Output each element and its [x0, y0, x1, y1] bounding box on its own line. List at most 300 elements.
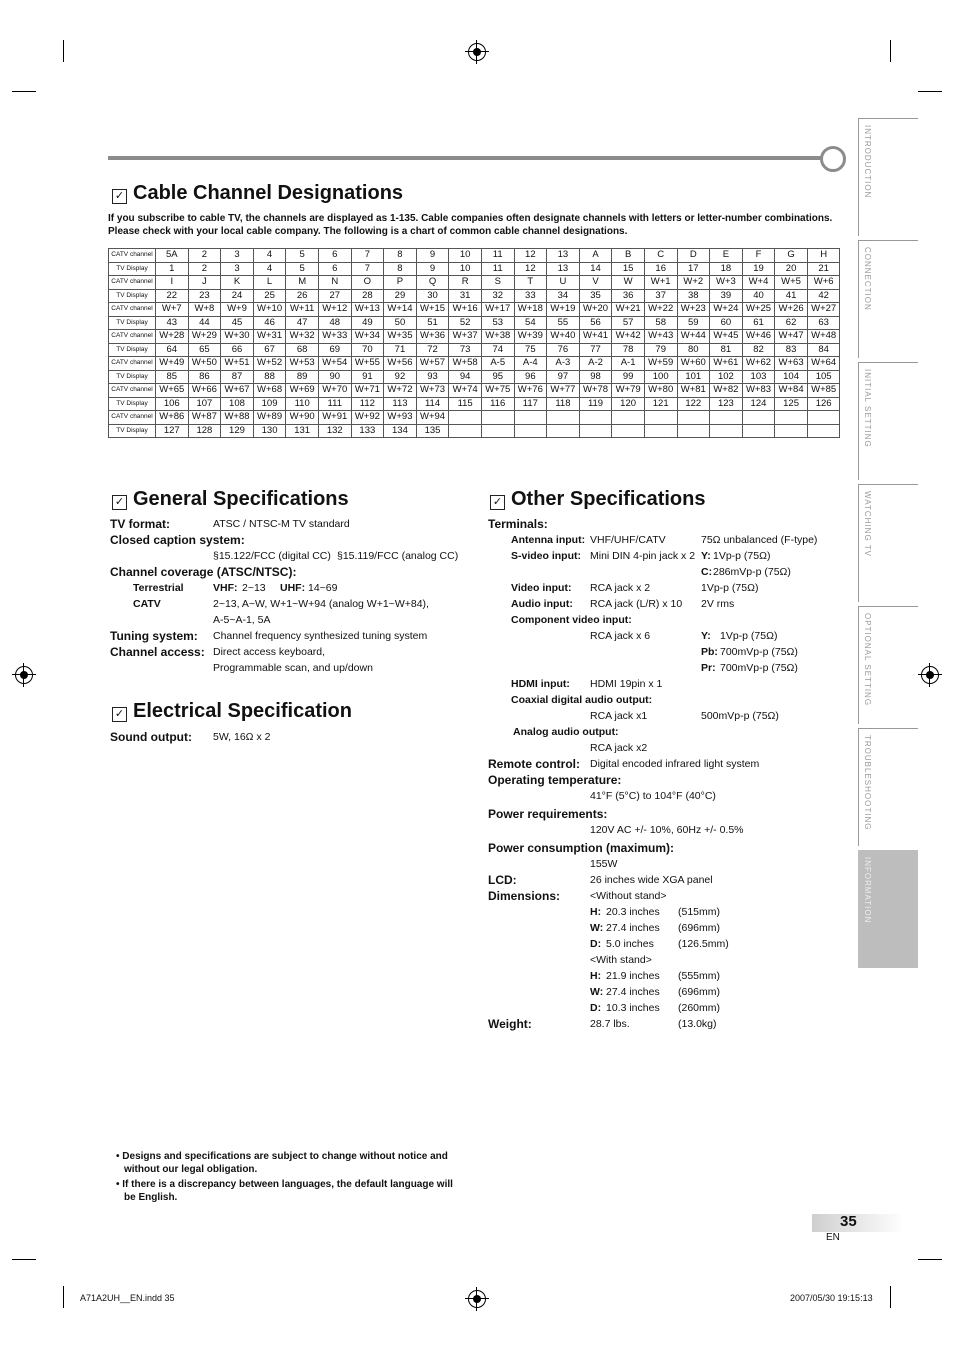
catv-cell: W+4 [742, 276, 775, 290]
tv-display-cell: 93 [416, 370, 449, 384]
tv-display-cell: 52 [449, 316, 482, 330]
catv-cell: W+39 [514, 330, 547, 344]
tab-initial-setting[interactable]: INITIAL SETTING [858, 362, 918, 480]
catv-cell [742, 411, 775, 425]
catv-cell: W+67 [221, 384, 254, 398]
tv-display-row-label: TV Display [109, 262, 156, 276]
remote-value: Digital encoded infrared light system [590, 758, 760, 770]
svideo-value: Mini DIN 4-pin jack x 2 [590, 550, 696, 562]
catv-cell: W+34 [351, 330, 384, 344]
catv-cell: K [221, 276, 254, 290]
catv-cell: N [318, 276, 351, 290]
tv-display-cell: 66 [221, 343, 254, 357]
tv-display-cell: 43 [156, 316, 189, 330]
tv-display-row-label: TV Display [109, 424, 156, 438]
tv-display-cell: 83 [775, 343, 808, 357]
access-value: Direct access keyboard, [213, 646, 326, 658]
tv-display-cell: 112 [351, 397, 384, 411]
general-heading: ✓ General Specifications [112, 488, 349, 511]
wo-h-mm: (515mm) [678, 906, 721, 918]
catv-cell: H [807, 249, 840, 263]
catv-cell: W+21 [612, 303, 645, 317]
tv-display-cell: 56 [579, 316, 612, 330]
without-stand-label: <Without stand> [590, 890, 667, 902]
catv-cell: W+75 [481, 384, 514, 398]
video-value: RCA jack x 2 [590, 582, 651, 594]
analog-label: Analog audio output: [513, 726, 619, 738]
tv-display-cell: 39 [710, 289, 743, 303]
tv-display-cell: 125 [775, 397, 808, 411]
terminals-label: Terminals: [488, 517, 548, 531]
catv-cell: 8 [384, 249, 417, 263]
remote-label: Remote control: [488, 757, 581, 771]
catv-cell: 7 [351, 249, 384, 263]
tv-display-cell: 40 [742, 289, 775, 303]
catv-row-label: CATV channel [109, 384, 156, 398]
catv-cell: O [351, 276, 384, 290]
catv-cell: 11 [481, 249, 514, 263]
dimensions-label: Dimensions: [488, 889, 561, 903]
catv-cell: W+62 [742, 357, 775, 371]
catv-cell: A-1 [612, 357, 645, 371]
tv-display-cell: 21 [807, 262, 840, 276]
catv-cell: W+59 [644, 357, 677, 371]
tv-display-cell: 70 [351, 343, 384, 357]
catv-cell: W+32 [286, 330, 319, 344]
tab-connection[interactable]: CONNECTION [858, 240, 918, 358]
ws-w-label: W: [590, 986, 604, 998]
tv-display-cell: 60 [710, 316, 743, 330]
tv-display-cell: 36 [612, 289, 645, 303]
catv-cell: 12 [514, 249, 547, 263]
registration-mark-icon [468, 1290, 486, 1308]
tv-display-cell: 94 [449, 370, 482, 384]
tv-display-cell: 58 [644, 316, 677, 330]
checkbox-icon: ✓ [112, 707, 127, 722]
wo-h-label: H: [590, 906, 602, 918]
tv-display-cell: 32 [481, 289, 514, 303]
catv-row-label: CATV channel [109, 330, 156, 344]
tv-display-cell [742, 424, 775, 438]
catv-label: CATV [133, 598, 161, 610]
catv-cell: W+20 [579, 303, 612, 317]
tv-display-cell: 45 [221, 316, 254, 330]
hdmi-value: HDMI 19pin x 1 [590, 678, 663, 690]
catv-row-label: CATV channel [109, 276, 156, 290]
tab-troubleshooting[interactable]: TROUBLESHOOTING [858, 728, 918, 846]
catv-cell [579, 411, 612, 425]
catv-cell: W+8 [188, 303, 221, 317]
access-value-2: Programmable scan, and up/down [213, 662, 373, 674]
catv-cell: D [677, 249, 710, 263]
power-value: 120V AC +/- 10%, 60Hz +/- 0.5% [590, 824, 744, 836]
catv-row-label: CATV channel [109, 249, 156, 263]
catv-cell: W+79 [612, 384, 645, 398]
catv-cell: W+1 [644, 276, 677, 290]
tv-display-cell [449, 424, 482, 438]
catv-cell: 9 [416, 249, 449, 263]
catv-cell: W+84 [775, 384, 808, 398]
lcd-value: 26 inches wide XGA panel [590, 874, 713, 886]
catv-cell: W+90 [286, 411, 319, 425]
crop-mark [918, 91, 942, 92]
tv-display-row [109, 397, 840, 411]
tv-display-row-label: TV Display [109, 289, 156, 303]
catv-cell: W+70 [318, 384, 351, 398]
tv-display-cell: 85 [156, 370, 189, 384]
component-label: Component video input: [511, 614, 632, 626]
catv-cell: W+15 [416, 303, 449, 317]
footer-timestamp: 2007/05/30 19:15:13 [790, 1293, 873, 1303]
catv-cell: W+24 [710, 303, 743, 317]
catv-cell: W+42 [612, 330, 645, 344]
catv-cell: W+2 [677, 276, 710, 290]
tv-display-cell: 98 [579, 370, 612, 384]
tv-display-cell: 59 [677, 316, 710, 330]
analog-value: RCA jack x2 [590, 742, 648, 754]
catv-cell: W+3 [710, 276, 743, 290]
with-stand-label: <With stand> [590, 954, 652, 966]
catv-cell: W+68 [253, 384, 286, 398]
catv-cell: W+55 [351, 357, 384, 371]
tv-display-cell [677, 424, 710, 438]
tv-display-cell: 30 [416, 289, 449, 303]
catv-cell: W+51 [221, 357, 254, 371]
tv-display-cell: 25 [253, 289, 286, 303]
comp-pr-label: Pr: [701, 662, 716, 674]
power-label: Power requirements: [488, 807, 608, 821]
catv-cell: W+71 [351, 384, 384, 398]
catv-cell: W+10 [253, 303, 286, 317]
catv-cell [514, 411, 547, 425]
catv-cell: W+23 [677, 303, 710, 317]
catv-cell: W+92 [351, 411, 384, 425]
tv-display-cell: 75 [514, 343, 547, 357]
tv-display-cell: 29 [384, 289, 417, 303]
wo-d-mm: (126.5mm) [678, 938, 729, 950]
tv-display-cell: 73 [449, 343, 482, 357]
tv-display-cell: 129 [221, 424, 254, 438]
catv-cell: W+78 [579, 384, 612, 398]
catv-cell: 2 [188, 249, 221, 263]
tv-display-cell: 82 [742, 343, 775, 357]
catv-cell [547, 411, 580, 425]
ws-w-value: 27.4 inches [606, 986, 660, 998]
wo-h-value: 20.3 inches [606, 906, 660, 918]
catv-row [109, 330, 840, 344]
tv-display-cell: 42 [807, 289, 840, 303]
svideo-c-value: 286mVp-p (75Ω) [713, 566, 791, 578]
catv-cell: W+88 [221, 411, 254, 425]
tab-optional-setting[interactable]: OPTIONAL SETTING [858, 606, 918, 724]
svideo-c-label: C: [701, 566, 713, 578]
tv-display-cell: 117 [514, 397, 547, 411]
catv-cell [775, 411, 808, 425]
svideo-y-value: 1Vp-p (75Ω) [713, 550, 771, 562]
tv-display-cell: 134 [384, 424, 417, 438]
catv-row [109, 357, 840, 371]
tab-introduction[interactable]: INTRODUCTION [858, 118, 918, 236]
tab-information[interactable]: INFORMATION [858, 850, 918, 968]
tv-display-cell: 3 [221, 262, 254, 276]
coverage-label: Channel coverage (ATSC/NTSC): [110, 565, 297, 579]
tv-display-cell: 131 [286, 424, 319, 438]
weight-value: 28.7 lbs. [590, 1018, 630, 1030]
catv-cell: W+66 [188, 384, 221, 398]
tv-display-cell: 107 [188, 397, 221, 411]
tv-display-cell: 76 [547, 343, 580, 357]
tv-display-cell: 47 [286, 316, 319, 330]
catv-cell: W+69 [286, 384, 319, 398]
catv-cell: W+50 [188, 357, 221, 371]
tv-display-cell: 130 [253, 424, 286, 438]
tv-display-cell: 19 [742, 262, 775, 276]
crop-mark [12, 91, 36, 92]
tv-display-cell: 33 [514, 289, 547, 303]
catv-row [109, 384, 840, 398]
tv-display-cell: 69 [318, 343, 351, 357]
catv-cell: W+30 [221, 330, 254, 344]
access-label: Channel access: [110, 645, 205, 659]
tv-display-cell [481, 424, 514, 438]
tv-display-row-label: TV Display [109, 316, 156, 330]
catv-cell: F [742, 249, 775, 263]
ws-w-mm: (696mm) [678, 986, 721, 998]
tuning-value: Channel frequency synthesized tuning system [213, 630, 428, 642]
catv-cell: W+31 [253, 330, 286, 344]
tv-display-row [109, 424, 840, 438]
tv-display-cell: 49 [351, 316, 384, 330]
catv-cell: 3 [221, 249, 254, 263]
catv-row [109, 411, 840, 425]
catv-cell: P [384, 276, 417, 290]
crop-mark [890, 1286, 891, 1308]
catv-cell [612, 411, 645, 425]
tv-display-row [109, 289, 840, 303]
temp-value: 41°F (5°C) to 104°F (40°C) [590, 790, 716, 802]
crop-mark [918, 1259, 942, 1260]
tv-display-cell [514, 424, 547, 438]
catv-cell: W+61 [710, 357, 743, 371]
wo-d-value: 5.0 inches [606, 938, 654, 950]
tv-display-cell: 12 [514, 262, 547, 276]
catv-cell: C [644, 249, 677, 263]
tv-display-cell: 57 [612, 316, 645, 330]
crop-mark [63, 40, 64, 62]
catv-cell: W+13 [351, 303, 384, 317]
tv-display-row-label: TV Display [109, 397, 156, 411]
catv-cell: W+44 [677, 330, 710, 344]
catv-cell: 6 [318, 249, 351, 263]
tv-display-cell: 5 [286, 262, 319, 276]
catv-cell: 4 [253, 249, 286, 263]
catv-cell: W+60 [677, 357, 710, 371]
sound-label: Sound output: [110, 730, 192, 744]
uhf-value: 14~69 [308, 582, 338, 594]
catv-cell: R [449, 276, 482, 290]
tv-display-cell: 127 [156, 424, 189, 438]
catv-cell: W+17 [481, 303, 514, 317]
catv-cell: W+76 [514, 384, 547, 398]
tv-display-cell: 109 [253, 397, 286, 411]
cable-heading: ✓ Cable Channel Designations [112, 182, 403, 205]
temp-label: Operating temperature: [488, 773, 622, 787]
tv-display-cell: 4 [253, 262, 286, 276]
crop-mark [63, 1286, 64, 1308]
ws-d-label: D: [590, 1002, 602, 1014]
catv-value-2: A-5~A-1, 5A [213, 614, 271, 626]
antenna-value: VHF/UHF/CATV [590, 534, 666, 546]
audio-label: Audio input: [511, 598, 573, 610]
catv-cell: W+52 [253, 357, 286, 371]
header-rule [108, 156, 822, 160]
catv-cell: W+36 [416, 330, 449, 344]
tv-display-cell: 67 [253, 343, 286, 357]
vhf-label: VHF: [213, 582, 238, 594]
tv-display-cell: 15 [612, 262, 645, 276]
catv-cell [449, 411, 482, 425]
svideo-y-label: Y: [701, 550, 711, 562]
catv-cell: W+46 [742, 330, 775, 344]
catv-cell: Q [416, 276, 449, 290]
registration-mark-icon [921, 666, 939, 684]
catv-cell: L [253, 276, 286, 290]
catv-cell: W+40 [547, 330, 580, 344]
tv-format-label: TV format: [110, 517, 170, 531]
catv-cell: W+29 [188, 330, 221, 344]
tv-display-cell: 65 [188, 343, 221, 357]
catv-cell: W+37 [449, 330, 482, 344]
catv-cell: 13 [547, 249, 580, 263]
catv-cell: B [612, 249, 645, 263]
catv-cell [644, 411, 677, 425]
tv-display-cell: 91 [351, 370, 384, 384]
tv-display-cell [807, 424, 840, 438]
vhf-value: 2~13 [242, 582, 266, 594]
tv-display-cell: 115 [449, 397, 482, 411]
tv-display-cell: 135 [416, 424, 449, 438]
tv-display-cell: 1 [156, 262, 189, 276]
catv-cell [481, 411, 514, 425]
tv-display-cell: 108 [221, 397, 254, 411]
tv-display-cell: 68 [286, 343, 319, 357]
catv-cell: W+25 [742, 303, 775, 317]
video-level: 1Vp-p (75Ω) [701, 582, 759, 594]
tv-display-cell: 16 [644, 262, 677, 276]
tv-display-cell: 96 [514, 370, 547, 384]
catv-cell: W+5 [775, 276, 808, 290]
catv-cell: A-2 [579, 357, 612, 371]
catv-cell: W+47 [775, 330, 808, 344]
tv-display-cell: 132 [318, 424, 351, 438]
catv-value: 2~13, A~W, W+1~W+94 (analog W+1~W+84), [213, 598, 429, 610]
tv-display-cell [775, 424, 808, 438]
tv-display-cell: 26 [286, 289, 319, 303]
tv-display-cell: 6 [318, 262, 351, 276]
tv-display-cell: 90 [318, 370, 351, 384]
tv-display-cell: 71 [384, 343, 417, 357]
tv-display-cell: 89 [286, 370, 319, 384]
tv-display-row-label: TV Display [109, 370, 156, 384]
consumption-value: 155W [590, 858, 618, 870]
comp-pb-value: 700mVp-p (75Ω) [720, 646, 798, 658]
catv-cell: W+53 [286, 357, 319, 371]
tv-display-cell: 100 [644, 370, 677, 384]
comp-pr-value: 700mVp-p (75Ω) [720, 662, 798, 674]
tv-display-cell: 128 [188, 424, 221, 438]
channel-table [108, 248, 840, 438]
catv-cell [677, 411, 710, 425]
catv-cell: W [612, 276, 645, 290]
ws-h-label: H: [590, 970, 602, 982]
tv-display-cell: 31 [449, 289, 482, 303]
other-heading: ✓ Other Specifications [490, 488, 706, 511]
tv-display-cell: 103 [742, 370, 775, 384]
catv-cell: A-5 [481, 357, 514, 371]
catv-cell: W+38 [481, 330, 514, 344]
catv-cell: W+74 [449, 384, 482, 398]
checkbox-icon: ✓ [490, 495, 505, 510]
tv-display-cell: 102 [710, 370, 743, 384]
tv-display-cell: 14 [579, 262, 612, 276]
tab-watching-tv[interactable]: WATCHING TV [858, 484, 918, 602]
tv-display-cell: 88 [253, 370, 286, 384]
crop-mark [890, 40, 891, 62]
page-number-band [812, 1214, 904, 1232]
sound-value: 5W, 16Ω x 2 [213, 731, 271, 743]
tv-display-cell: 13 [547, 262, 580, 276]
tv-display-cell: 79 [644, 343, 677, 357]
registration-mark-icon [468, 43, 486, 61]
catv-cell: W+63 [775, 357, 808, 371]
header-circle-icon [820, 146, 846, 172]
catv-cell: W+77 [547, 384, 580, 398]
catv-cell: W+19 [547, 303, 580, 317]
hdmi-label: HDMI input: [511, 678, 570, 690]
catv-cell: W+43 [644, 330, 677, 344]
tv-display-cell: 41 [775, 289, 808, 303]
tv-display-cell: 27 [318, 289, 351, 303]
comp-y-label: Y: [701, 630, 711, 642]
uhf-label: UHF: [280, 582, 306, 594]
catv-cell: W+7 [156, 303, 189, 317]
tv-display-cell: 28 [351, 289, 384, 303]
tv-display-cell: 18 [710, 262, 743, 276]
tv-display-cell: 118 [547, 397, 580, 411]
tv-display-cell: 111 [318, 397, 351, 411]
catv-cell: W+35 [384, 330, 417, 344]
catv-row-label: CATV channel [109, 303, 156, 317]
catv-cell: W+65 [156, 384, 189, 398]
wo-d-label: D: [590, 938, 602, 950]
tv-display-cell: 101 [677, 370, 710, 384]
tv-display-cell [579, 424, 612, 438]
catv-row-label: CATV channel [109, 357, 156, 371]
tv-display-cell: 50 [384, 316, 417, 330]
tv-display-cell: 7 [351, 262, 384, 276]
ws-h-mm: (555mm) [678, 970, 721, 982]
consumption-label: Power consumption (maximum): [488, 841, 675, 855]
tv-display-cell: 77 [579, 343, 612, 357]
catv-cell: A-3 [547, 357, 580, 371]
crop-mark [12, 1259, 36, 1260]
tv-display-cell: 78 [612, 343, 645, 357]
tv-display-cell: 20 [775, 262, 808, 276]
catv-cell: S [481, 276, 514, 290]
coaxial-level: 500mVp-p (75Ω) [701, 710, 779, 722]
catv-cell: G [775, 249, 808, 263]
antenna-type: 75Ω unbalanced (F-type) [701, 534, 818, 546]
